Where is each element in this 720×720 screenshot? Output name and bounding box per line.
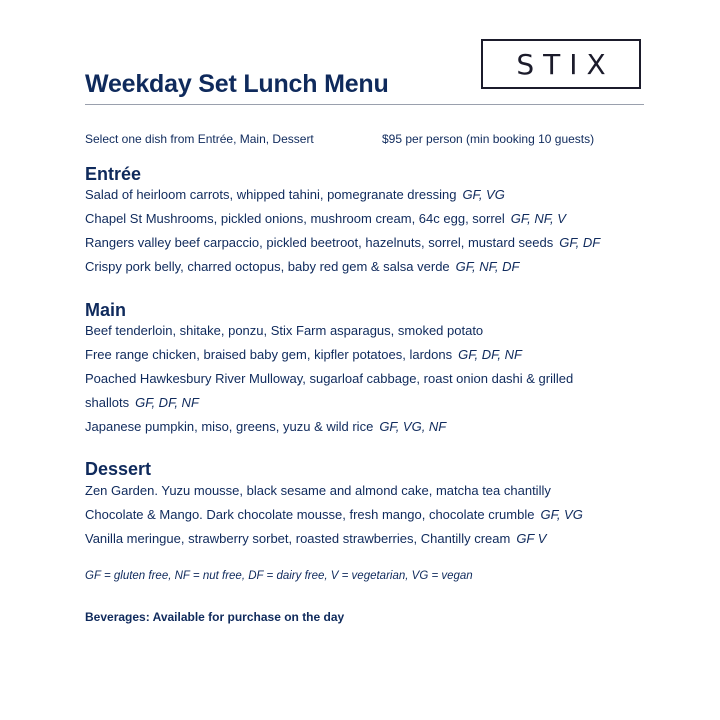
dish-name: Chocolate & Mango. Dark chocolate mousse, fresh mango, chocolate crumble <box>85 507 535 522</box>
menu-item <box>85 419 446 434</box>
dish-name: Poached Hawkesbury River Mulloway, sugarloaf cabbage, roast onion dashi & grilled <box>85 371 574 386</box>
dish-name: Japanese pumpkin, miso, greens, yuzu & wild rice <box>85 419 374 434</box>
menu-item <box>85 483 551 498</box>
dietary-tags: GF, VG, NF <box>379 419 447 434</box>
beverages-note: Beverages: Available for purchase on the day <box>85 610 345 624</box>
dish-name: Zen Garden. Yuzu mousse, black sesame and almond cake, matcha tea chantilly <box>85 483 551 498</box>
dish-name: Vanilla meringue, strawberry sorbet, roasted strawberries, Chantilly cream <box>85 531 511 546</box>
main-heading: Main <box>85 300 127 320</box>
dietary-tags: GF, DF <box>559 235 601 250</box>
dish-name: Free range chicken, braised baby gem, kipfler potatoes, lardons <box>85 347 453 362</box>
dietary-tags: GF, DF, NF <box>135 395 199 410</box>
dietary-tags: GF, DF, NF <box>458 347 522 362</box>
page-title: Weekday Set Lunch Menu <box>85 70 389 98</box>
dish-name: Salad of heirloom carrots, whipped tahini, pomegranate dressing <box>85 187 457 202</box>
selection-instruction: Select one dish from Entrée, Main, Dessert <box>85 132 314 146</box>
dietary-tags: GF V <box>516 531 547 546</box>
dietary-tags: GF, NF, DF <box>455 259 520 274</box>
dietary-tags: GF, VG <box>540 507 583 522</box>
dish-name: shallots <box>85 395 130 410</box>
dish-name: Crispy pork belly, charred octopus, baby red gem & salsa verde <box>85 259 450 274</box>
dietary-tags: GF, VG <box>462 187 505 202</box>
logo-text: STIX <box>516 47 615 81</box>
menu-item <box>85 259 519 274</box>
dessert-heading: Dessert <box>85 459 152 479</box>
menu-item <box>85 507 583 522</box>
menu-item <box>85 531 546 546</box>
dietary-legend: GF = gluten free, NF = nut free, DF = dairy free, V = vegetarian, VG = vegan <box>85 570 473 582</box>
dish-name: Beef tenderloin, shitake, ponzu, Stix Farm asparagus, smoked potato <box>85 323 484 338</box>
menu-item <box>85 211 566 226</box>
menu-item <box>85 371 573 386</box>
menu-item <box>85 395 199 410</box>
dietary-tags: GF, NF, V <box>510 211 566 226</box>
stix-logo <box>481 39 641 89</box>
price-info: $95 per person (min booking 10 guests) <box>382 132 595 146</box>
entree-heading: Entrée <box>85 164 142 184</box>
menu-item <box>85 235 600 250</box>
dish-name: Chapel St Mushrooms, pickled onions, mushroom cream, 64c egg, sorrel <box>85 211 505 226</box>
menu-item <box>85 347 522 362</box>
dish-name: Rangers valley beef carpaccio, pickled beetroot, hazelnuts, sorrel, mustard seeds <box>85 235 554 250</box>
menu-item <box>85 323 483 338</box>
menu-item <box>85 187 505 202</box>
header-divider <box>85 104 644 105</box>
